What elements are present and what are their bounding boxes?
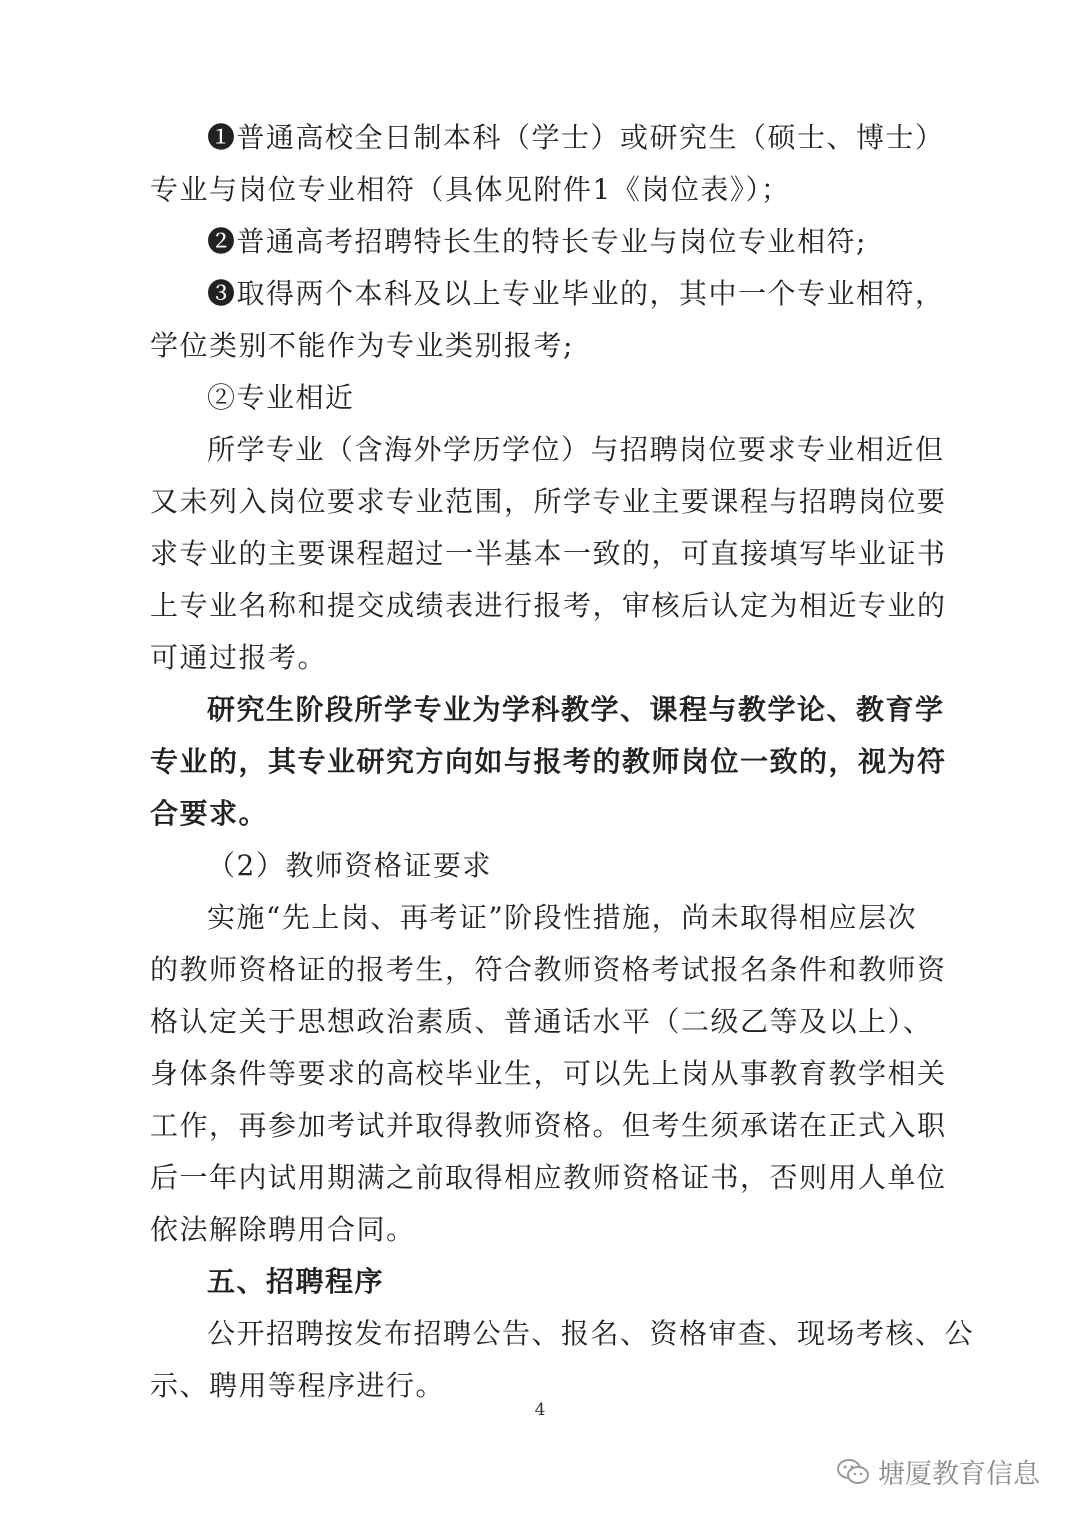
text-line: 公开招聘按发布招聘公告、报名、资格审查、现场考核、公 xyxy=(207,1317,975,1350)
text-line: 五、招聘程序 xyxy=(207,1265,385,1298)
text-line: 研究生阶段所学专业为学科教学、课程与教学论、教育学 xyxy=(207,693,945,726)
text-line: 身体条件等要求的高校毕业生，可以先上岗从事教育教学相关 xyxy=(150,1057,947,1090)
text-line: 可通过报考。 xyxy=(150,641,328,674)
text-line: 工作，再参加考试并取得教师资格。但考生须承诺在正式入职 xyxy=(150,1109,947,1142)
text-line: ❶普通高校全日制本科（学士）或研究生（硕士、博士） xyxy=(207,121,945,154)
page-number: 4 xyxy=(534,1400,546,1420)
text-line: 的教师资格证的报考生，符合教师资格考试报名条件和教师资 xyxy=(150,953,947,986)
watermark xyxy=(836,1452,1040,1491)
text-line: ②专业相近 xyxy=(207,381,355,414)
text-line: 格认定关于思想政治素质、普通话水平（二级乙等及以上）、 xyxy=(150,1005,933,1038)
text-line: 又未列入岗位要求专业范围，所学专业主要课程与招聘岗位要 xyxy=(150,485,947,518)
text-line: 实施“先上岗、再考证”阶段性措施，尚未取得相应层次 xyxy=(207,901,918,934)
text-line: 专业的，其专业研究方向如与报考的教师岗位一致的，视为符 xyxy=(150,745,947,778)
watermark-text: 塘厦教育信息 xyxy=(878,1459,1040,1490)
wechat-icon xyxy=(836,1457,870,1487)
text-line: 上专业名称和提交成绩表进行报考，审核后认定为相近专业的 xyxy=(150,589,947,622)
text-line: 合要求。 xyxy=(150,797,269,830)
text-line: 后一年内试用期满之前取得相应教师资格证书，否则用人单位 xyxy=(150,1161,947,1194)
text-line: ❸取得两个本科及以上专业毕业的，其中一个专业相符， xyxy=(207,277,945,310)
text-line: 学位类别不能作为专业类别报考; xyxy=(150,329,574,362)
text-line: 专业与岗位专业相符（具体见附件1《岗位表》）； xyxy=(150,173,791,206)
text-line: 依法解除聘用合同。 xyxy=(150,1213,416,1246)
document-body xyxy=(150,112,975,1412)
text-line: 求专业的主要课程超过一半基本一致的，可直接填写毕业证书 xyxy=(150,537,947,570)
text-line: 所学专业（含海外学历学位）与招聘岗位要求专业相近但 xyxy=(207,433,945,466)
text-line: 示、聘用等程序进行。 xyxy=(150,1369,446,1402)
text-line: ❷普通高考招聘特长生的特长专业与岗位专业相符; xyxy=(207,225,867,258)
text-line: （2）教师资格证要求 xyxy=(207,849,492,882)
